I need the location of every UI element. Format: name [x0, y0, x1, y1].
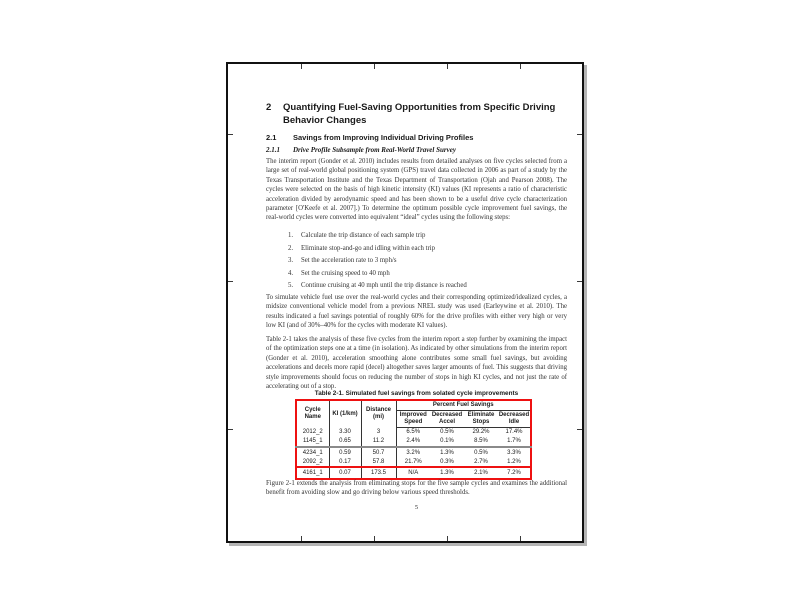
table-row	[296, 437, 531, 447]
table-row	[296, 457, 531, 467]
crop-mark-bottom-2	[374, 536, 375, 541]
cell-cycle-name: 2092_2	[296, 457, 329, 467]
col-group-percent-fuel-savings: Percent Fuel Savings	[396, 400, 531, 410]
subsubsection-title: Drive Profile Subsample from Real-World Travel Survey	[293, 146, 456, 154]
cell-decreased-accel: 0.1%	[440, 438, 454, 445]
list-item: Eliminate stop-and-go and idling within each trip	[301, 244, 436, 252]
table-group-header-row	[296, 400, 531, 410]
crop-mark-bottom-1	[301, 536, 302, 541]
subsection-number: 2.1	[266, 133, 277, 142]
cell-distance: 57.8	[361, 457, 396, 467]
cell-distance: 11.2	[361, 437, 396, 447]
table-row	[296, 467, 531, 478]
cell-decreased-idle: 17.4%	[505, 429, 523, 436]
cell-decreased-accel: 0.5%	[440, 429, 454, 436]
crop-mark-right-2	[577, 281, 582, 282]
col-header-decreased-accel: Decreased Accel	[430, 410, 464, 427]
cell-improved-speed: 21.7%	[404, 458, 422, 465]
cell-improved-speed: 2.4%	[406, 438, 421, 445]
table-row	[296, 427, 531, 437]
crop-mark-bottom-4	[520, 536, 521, 541]
cell-ki: 0.59	[329, 447, 361, 457]
crop-mark-right-1	[577, 134, 582, 135]
crop-mark-right-3	[577, 429, 582, 430]
crop-mark-top-1	[301, 64, 302, 69]
paragraph-simulation-results: To simulate vehicle fuel use over the real-world cycles and their corresponding optimized/idealized cycles, a midsize conventional vehicle model from a previous NREL study was used (Earleywine et al. 2010). The results indicated a fuel savings potential of roughly 60% for the drive profiles with either very high or very low KI (and of 30%–40% for the cycles with moderate KI values).	[266, 294, 567, 330]
crop-mark-bottom-3	[447, 536, 448, 541]
col-header-improved-speed: Improved Speed	[396, 410, 430, 427]
fuel-savings-table	[295, 399, 532, 480]
list-item: Continue cruising at 40 mph until the trip distance is reached	[301, 282, 467, 290]
list-item: Calculate the trip distance of each sample trip	[301, 232, 426, 239]
cell-ki: 0.17	[329, 457, 361, 467]
cell-eliminate-stops: 2.1%	[464, 467, 498, 478]
paragraph-figure-reference: Figure 2-1 extends the analysis from eliminating stops for the five sample cycles and examines the additional benefit from avoiding slow and go driving below various speed thresholds.	[266, 480, 567, 497]
subsection-heading	[266, 133, 567, 142]
subsection-title: Savings from Improving Individual Driving Profiles	[293, 133, 474, 142]
crop-mark-top-3	[447, 64, 448, 69]
cell-eliminate-stops: 8.5%	[474, 438, 488, 445]
col-header-decreased-idle: Decreased Idle	[498, 410, 531, 427]
cell-decreased-accel: 0.3%	[440, 458, 454, 465]
cell-eliminate-stops: 2.7%	[474, 458, 488, 465]
cell-decreased-idle: 1.2%	[507, 458, 521, 465]
cell-cycle-name: 1145_1	[296, 437, 329, 447]
cell-cycle-name: 4234_1	[296, 447, 329, 457]
cell-improved-speed: N/A	[396, 467, 430, 478]
list-item: Set the cruising speed to 40 mph	[301, 269, 390, 277]
page-number: 5	[414, 504, 419, 511]
cell-decreased-accel: 1.3%	[430, 467, 464, 478]
list-item: Set the acceleration rate to 3 mph/s	[301, 257, 397, 265]
cell-improved-speed: 6.5%	[406, 429, 421, 436]
col-header-distance: Distance (mi)	[361, 400, 396, 427]
cell-ki: 0.65	[329, 437, 361, 447]
cell-decreased-idle: 3.3%	[498, 447, 531, 457]
section-title: Quantifying Fuel-Saving Opportunities from Specific Driving Behavior Changes	[283, 102, 556, 126]
cell-decreased-accel: 1.3%	[430, 447, 464, 457]
table-row	[296, 447, 531, 457]
optimization-steps-list	[288, 231, 558, 294]
paragraph-table-discussion: Table 2-1 takes the analysis of these five cycles from the interim report a step further by examining the impact of the optimization steps one at a time (in isolation). As indicated by other simulations from the interim report (Gonder et al. 2010), acceleration smoothing alone contributes some small fuel savings, but avoiding accelerations and decels more rapid (decel) altogether saves larger amounts of fuel. This suggests that driving style improvements should focus on reducing the number of stops in high KI cycles, and not just the rate of accelerating out of a stop.	[266, 336, 567, 391]
crop-mark-top-4	[520, 64, 521, 69]
cell-cycle-name: 2012_2	[296, 427, 329, 437]
cell-distance: 3	[361, 427, 396, 437]
cell-distance: 173.5	[361, 467, 396, 478]
table-caption: Table 2-1. Simulated fuel savings from solated cycle improvements	[314, 390, 519, 397]
section-heading	[266, 102, 571, 127]
col-header-ki: KI (1/km)	[329, 400, 361, 427]
cell-distance: 50.7	[361, 447, 396, 457]
subsubsection-number: 2.1.1	[266, 146, 280, 154]
paragraph-intro: The interim report (Gonder et al. 2010) includes results from detailed analyses on five cycles selected from a large set of real-world global positioning system (GPS) travel data collected in 2006 as part of a study by the Texas Transportation Institute and the Texas Department of Transportation (Ojah and Pearson 2008). The cycles were selected on the basis of high kinetic intensity (KI) values (KI represents a ratio of characteristic acceleration divided by aerodynamic speed and has been shown to be a useful drive cycle characterization parameter [O'Keefe et al. 2007].) To determine the optimum possible cycle improvement fuel savings, the real-world cycles were converted into equivalent “ideal” cycles using the following steps:	[266, 158, 567, 222]
crop-mark-left-2	[228, 281, 233, 282]
subsubsection-heading	[266, 146, 567, 154]
cell-improved-speed: 3.2%	[396, 447, 430, 457]
cell-ki: 0.07	[329, 467, 361, 478]
section-number: 2	[266, 102, 272, 113]
cell-eliminate-stops: 0.5%	[464, 447, 498, 457]
col-header-cycle-name: Cycle Name	[296, 400, 329, 427]
cell-cycle-name: 4161_1	[296, 467, 329, 478]
document-page	[226, 62, 584, 543]
crop-mark-left-3	[228, 429, 233, 430]
col-header-eliminate-stops: Eliminate Stops	[464, 410, 498, 427]
crop-mark-top-2	[374, 64, 375, 69]
cell-decreased-idle: 7.2%	[498, 467, 531, 478]
cell-ki: 3.30	[329, 427, 361, 437]
crop-mark-left-1	[228, 134, 233, 135]
cell-eliminate-stops: 29.2%	[472, 429, 490, 436]
cell-decreased-idle: 1.7%	[507, 438, 521, 445]
